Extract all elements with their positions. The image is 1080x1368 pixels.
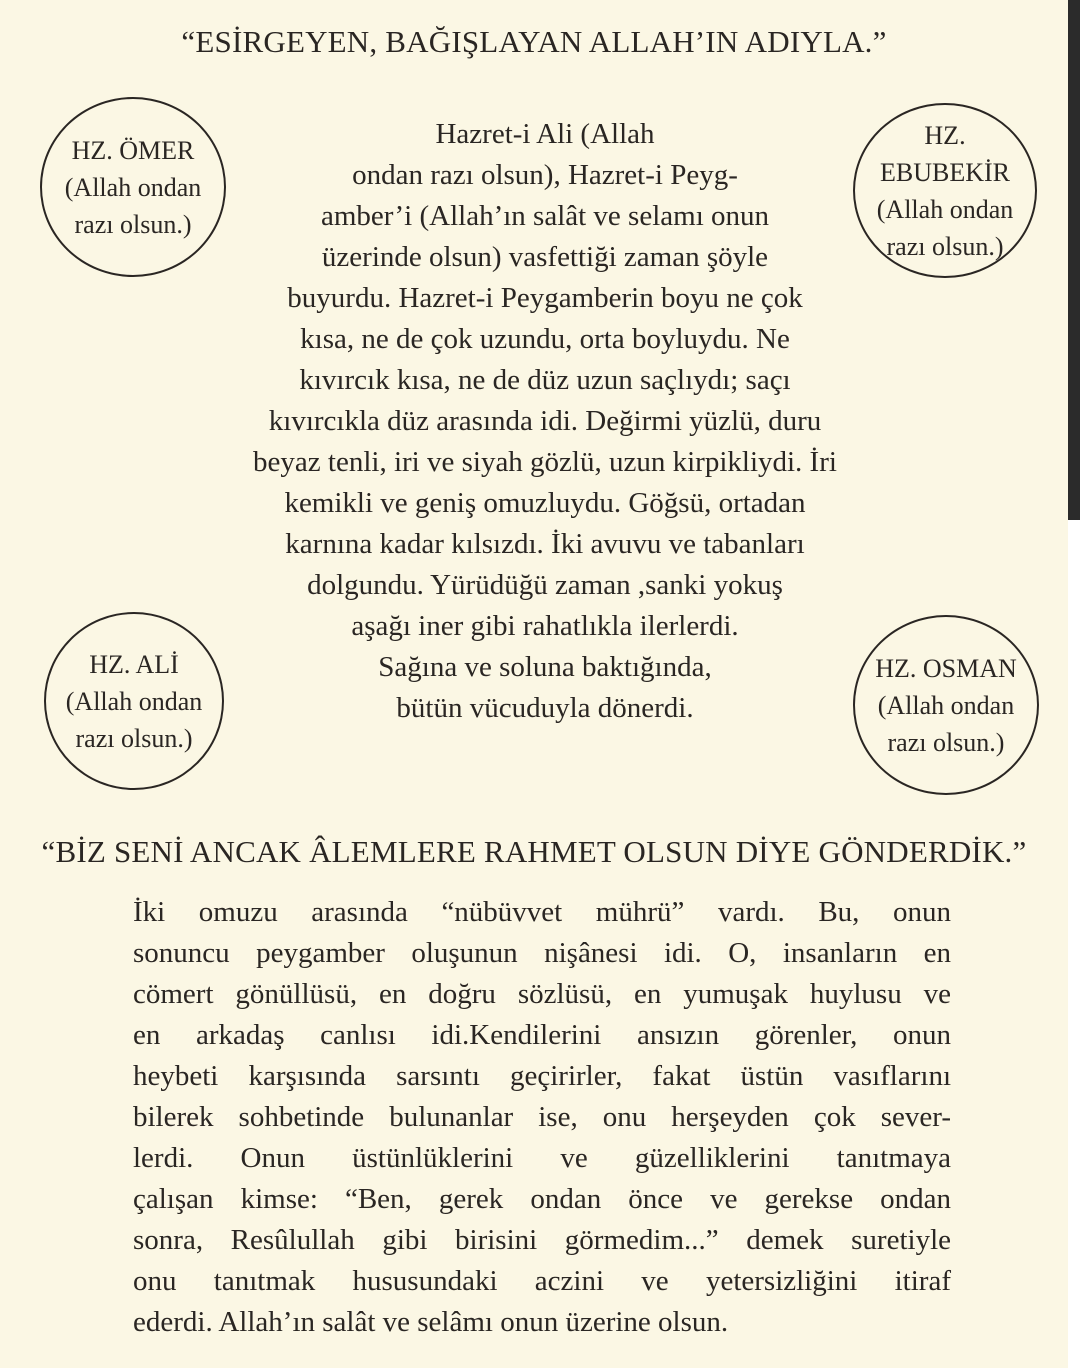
circle-line: razı olsun.) bbox=[887, 727, 1005, 757]
main-paragraph-line: buyurdu. Hazret-i Peygamberin boyu ne çok bbox=[287, 282, 803, 314]
bottom-paragraph-line: onu tanıtmak hususundaki aczini ve yetersizliğini itiraf bbox=[133, 1265, 951, 1297]
circle-title: HZ. bbox=[924, 120, 966, 150]
circle-line: (Allah ondan bbox=[64, 172, 202, 202]
main-paragraph-line: kıvırcık kısa, ne de düz uzun saçlıydı; saçı bbox=[299, 364, 791, 396]
bottom-paragraph-line: çalışan kimse: “Ben, gerek ondan önce ve gerekse ondan bbox=[133, 1183, 951, 1215]
bottom-paragraph-line: ederdi. Allah’ın salât ve selâmı onun üzerine olsun. bbox=[133, 1306, 729, 1338]
main-paragraph-line: kemikli ve geniş omuzluydu. Göğsü, ortadan bbox=[284, 487, 806, 519]
screen-edge-strip bbox=[1068, 0, 1080, 520]
circle-hz-osman-text bbox=[875, 650, 1017, 761]
top-heading: “ESİRGEYEN, BAĞIŞLAYAN ALLAH’IN ADIYLA.” bbox=[181, 24, 887, 59]
bottom-paragraph bbox=[133, 892, 951, 1343]
main-paragraph-line: Hazret-i Ali (Allah bbox=[435, 118, 655, 150]
circle-hz-omer-text bbox=[65, 132, 201, 243]
main-paragraph-line: kısa, ne de çok uzundu, orta boyluydu. Ne bbox=[300, 323, 790, 355]
bottom-paragraph-line: en arkadaş canlısı idi.Kendilerini ansızın görenler, onun bbox=[133, 1019, 951, 1051]
main-paragraph-line: üzerinde olsun) vasfettiği zaman şöyle bbox=[321, 241, 769, 273]
circle-hz-osman bbox=[853, 615, 1039, 795]
bottom-paragraph-line: bilerek sohbetinde bulunanlar ise, onu herşeyden çok sever- bbox=[133, 1101, 951, 1133]
main-paragraph bbox=[195, 114, 895, 729]
circle-title: HZ. ÖMER bbox=[71, 135, 195, 165]
main-paragraph-line: bütün vücuduyla dönerdi. bbox=[396, 692, 694, 724]
circle-line: razı olsun.) bbox=[75, 723, 193, 753]
circle-line: razı olsun.) bbox=[74, 209, 192, 239]
bottom-paragraph-line: sonuncu peygamber oluşunun nişânesi idi. O, insanların en bbox=[133, 937, 951, 969]
circle-line: (Allah ondan bbox=[876, 194, 1014, 224]
circle-line: (Allah ondan bbox=[65, 686, 203, 716]
circle-line: razı olsun.) bbox=[886, 231, 1004, 261]
circle-hz-ebubekir-text bbox=[877, 117, 1013, 265]
bottom-paragraph-line: lerdi. Onun üstünlüklerini ve güzelliklerini tanıtmaya bbox=[133, 1142, 951, 1174]
circle-title: HZ. ALİ bbox=[89, 649, 179, 679]
bottom-paragraph-line: sonra, Resûlullah gibi birisini görmedim...” demek suretiyle bbox=[133, 1224, 951, 1256]
bottom-paragraph-line: heybeti karşısında sarsıntı geçirirler, fakat üstün vasıflarını bbox=[133, 1060, 951, 1092]
circle-title: EBUBEKİR bbox=[880, 157, 1010, 187]
main-paragraph-line: Sağına ve soluna baktığında, bbox=[378, 651, 712, 683]
main-paragraph-line: kıvırcıkla düz arasında idi. Değirmi yüzlü, duru bbox=[268, 405, 822, 437]
circle-title: HZ. OSMAN bbox=[875, 653, 1017, 683]
main-paragraph-line: amber’i (Allah’ın salât ve selamı onun bbox=[320, 200, 769, 232]
bottom-heading: “BİZ SENİ ANCAK ÂLEMLERE RAHMET OLSUN DİYE GÖNDERDİK.” bbox=[41, 834, 1027, 869]
bottom-paragraph-line: cömert gönüllüsü, en doğru sözlüsü, en yumuşak huylusu ve bbox=[133, 978, 951, 1010]
main-paragraph-line: dolgundu. Yürüdüğü zaman ,sanki yokuş bbox=[307, 569, 783, 601]
bottom-paragraph-line: İki omuzu arasında “nübüvvet mührü” vardı. Bu, onun bbox=[133, 896, 951, 928]
circle-hz-ali-text bbox=[66, 646, 202, 757]
circle-hz-ali bbox=[44, 612, 224, 790]
circle-line: (Allah ondan bbox=[877, 690, 1015, 720]
main-paragraph-line: karnına kadar kılsızdı. İki avuvu ve tabanları bbox=[285, 528, 805, 560]
main-paragraph-line: aşağı iner gibi rahatlıkla ilerlerdi. bbox=[351, 610, 739, 642]
main-paragraph-line: ondan razı olsun), Hazret-i Peyg- bbox=[352, 159, 738, 191]
main-paragraph-line: beyaz tenli, iri ve siyah gözlü, uzun kirpikliydi. İri bbox=[253, 446, 837, 478]
